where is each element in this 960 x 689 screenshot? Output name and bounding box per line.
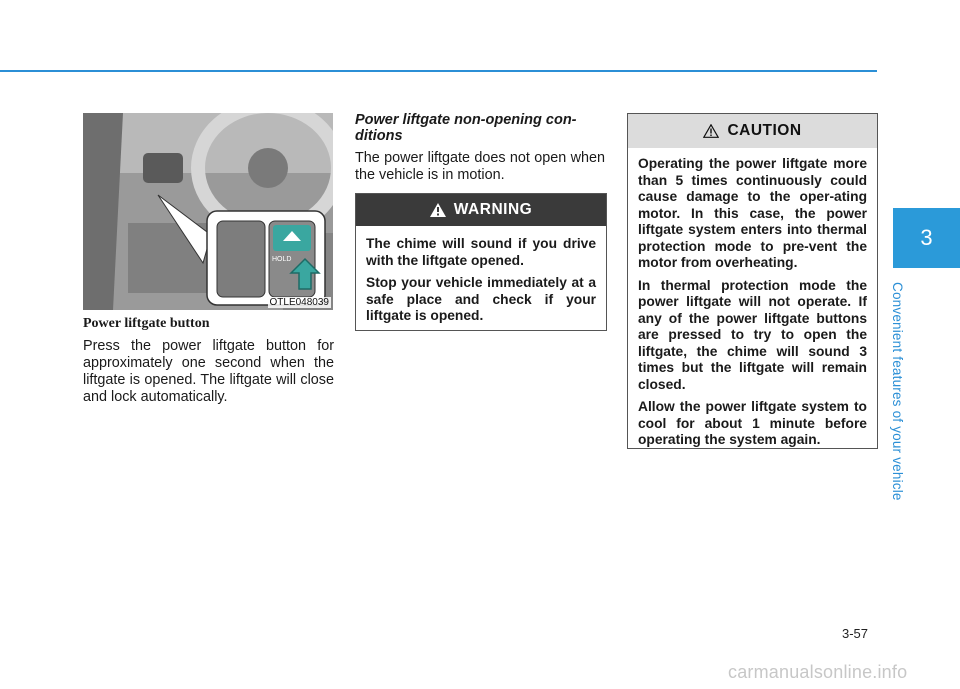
section-heading-non-opening: Power liftgate non-opening con-ditions: [355, 112, 577, 144]
warning-paragraph: The chime will sound if you drive with the liftgate opened.: [366, 236, 596, 268]
warning-title: WARNING: [453, 201, 533, 218]
warning-triangle-icon: [430, 203, 446, 217]
warning-box: [355, 193, 607, 331]
section-heading-power-liftgate-button: Power liftgate button: [83, 316, 210, 331]
caution-box: [627, 113, 878, 449]
hold-label: HOLD: [272, 256, 292, 263]
warning-header: [356, 194, 606, 226]
chapter-title-text: Convenient features of your vehicle: [890, 282, 905, 501]
dashboard-figure: [83, 113, 333, 310]
caution-title: CAUTION: [727, 122, 802, 139]
watermark: carmanualsonline.info: [728, 662, 908, 682]
caution-body: [628, 148, 877, 449]
page-number: 3-57: [842, 626, 869, 641]
body-text-non-opening: The power liftgate does not open when the vehicle is in motion.: [355, 150, 605, 183]
chapter-title-vertical: [880, 282, 930, 501]
body-text-power-liftgate-button: Press the power liftgate button for approximately one second when the liftgate is opened. The liftgate will close and lock automatically.: [83, 338, 334, 405]
caution-paragraph: Allow the power liftgate system to cool for about 1 minute before operating the system again.: [638, 399, 867, 447]
warning-paragraph: Stop your vehicle immediately at a safe place and check if your liftgate is opened.: [366, 275, 596, 323]
top-rule: [0, 70, 877, 72]
caution-header: [628, 114, 877, 148]
liftgate-button-illustration: [83, 113, 333, 310]
figure-caption: OTLE048039: [269, 297, 329, 308]
caution-triangle-icon: [703, 124, 719, 138]
chapter-number-tab: 3: [893, 208, 960, 268]
caution-paragraph: In thermal protection mode the power liftgate will not operate. If any of the power liftgate buttons are pressed to try to open the liftgate, the chime will sound 3 times but the liftgate will remain closed.: [638, 277, 867, 392]
caution-paragraph: Operating the power liftgate more than 5 times continuously could cause damage to the oper-ating motor. In this case, the power liftgate system enters into thermal protection mode to pre-vent the motor from overheating.: [638, 156, 867, 270]
warning-body: [356, 226, 606, 325]
